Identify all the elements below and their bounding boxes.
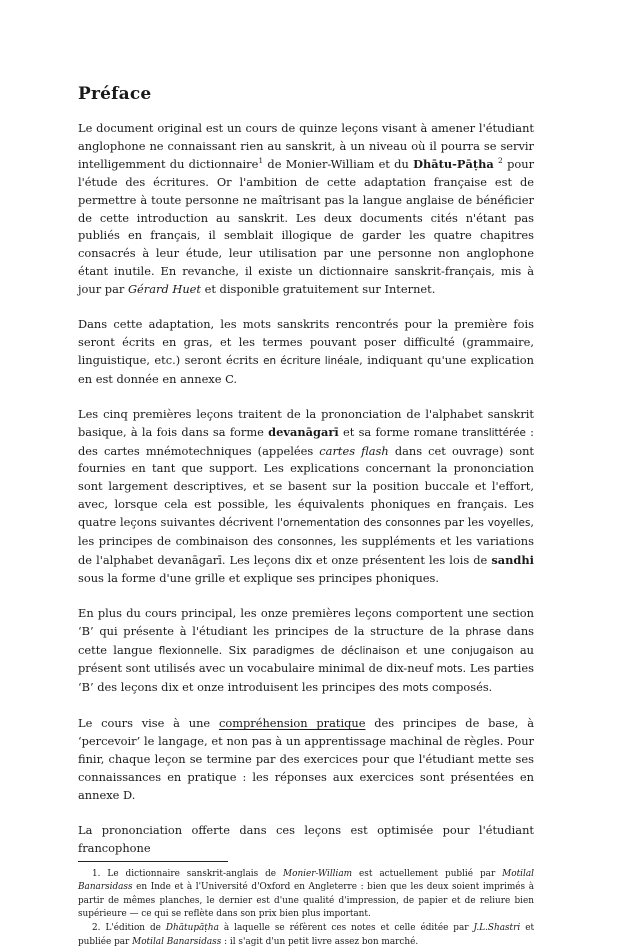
footnote-2: 2. L'édition de Dhātupāṭha à laquelle se réfèrent ces notes et celle éditée par J.L.Shastri et publiée par Motilal Banarsidass : il s'agit d'un petit livre assez bon marché. xyxy=(78,923,535,947)
footnote-ref-2[interactable]: 2 xyxy=(498,155,503,165)
footnote-ref-1[interactable]: 1 xyxy=(258,155,264,165)
footnotes xyxy=(78,868,534,949)
paragraph-5: Le cours vise à une compréhension pratique des principes de base, à ‘percevoir’ le langage, et non pas à un apprentissage machinal de règles. Pour finir, chaque leçon se termine par des exercices pour que l'étudiant mette ses connaissances en pratique : les réponses aux exercices sont présentées en annexe D. xyxy=(78,716,534,802)
paragraph-1: Le document original est un cours de quinze leçons visant à amener l'étudiant anglophone ne connaissant rien au sanskrit, à un niveau où il pourra se servir intelligemment du dictionnaire$^1$ de Monier-William et du Dhātu-Pāṭha $^2$ pour l'étude des écritures. Or l'ambition de cette adaptation française est de permettre à toute personne ne maîtrisant pas la langue anglaise de bénéficier de cette introduction au sanskrit. Les deux documents cités n'étant pas publiés en français, il semblait illogique de garder les quatre chapitres consacrés à leur étude, leur utilisation par une personne non anglophone étant inutile. En revanche, il existe un dictionnaire sanskrit-français, mis à jour par Gérard Huet et disponible gratuitement sur Internet. xyxy=(78,121,535,297)
paragraph-6: La prononciation offerte dans ces leçons est optimisée pour l'étudiant francophone xyxy=(78,822,534,855)
paragraph-2: Dans cette adaptation, les mots sanskrits rencontrés pour la première fois seront écrits en gras, et les termes pouvant poser difficulté (grammaire, linguistique, etc.) seront écrits en écriture linéale, indiquant qu'une explication en est donnée en annexe C. xyxy=(78,317,534,386)
footnote-1: 1. Le dictionnaire sanskrit-anglais de Monier-William est actuellement publié par Motilal Banarsidass en Inde et à l'Université d'Oxford en Angleterre : bien que les deux soient imprimés à partir de mêmes planches, le dernier est d'une qualité d'impression, de papier et de reliure bien supérieure — ce qui se reflète dans son prix bien plus important. xyxy=(78,868,534,920)
paragraph-3: Les cinq premières leçons traitent de la prononciation de l'alphabet sanskrit basique, à la fois dans sa forme devanāgarī et sa forme romane translittérée : des cartes mnémotechniques (appelées cartes flash dans cet ouvrage) sont fournies en tant que support. Les explications concernant la prononciation sont largement descriptives, et se basent sur la position buccale et l'effort, avec, lorsque cela est possible, les équivalents phoniques en français. Les quatre leçons suivantes décrivent l'ornementation des consonnes par les voyelles, les principes de combinaison des consonnes, les suppléments et les variations de l'alphabet devanāgarī. Les leçons dix et onze présentent les lois de sandhi sous la forme d'une grille et explique ses principes phoniques. xyxy=(78,406,534,585)
document-page xyxy=(78,84,534,949)
footnote-divider xyxy=(78,861,228,862)
page-title: Préface xyxy=(78,84,152,104)
paragraph-4: En plus du cours principal, les onze premières leçons comportent une section ‘B’ qui présente à l'étudiant les principes de la structure de la phrase dans cette langue flexionnelle. Six paradigmes de déclinaison et une conjugaison au présent sont utilisés avec un vocabulaire minimal de dix-neuf mots. Les parties ‘B’ des leçons dix et onze introduisent les principes des mots composés. xyxy=(78,605,535,695)
